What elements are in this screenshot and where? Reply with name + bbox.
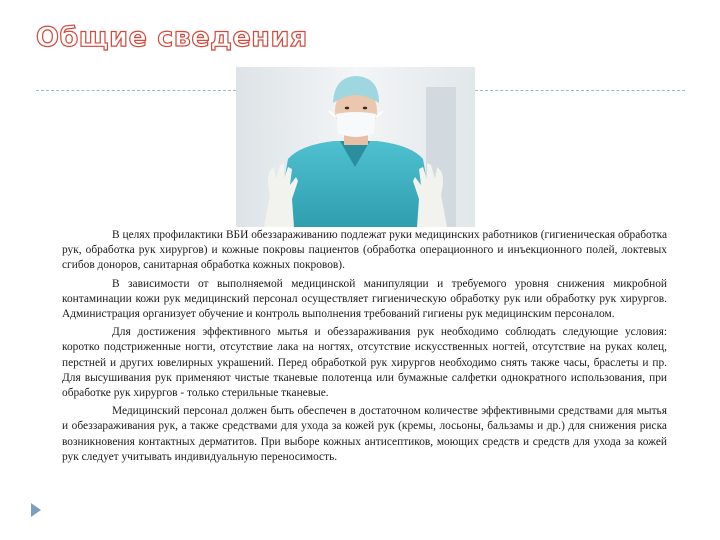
surgeon-photo	[236, 67, 475, 227]
paragraph-1: В целях профилактики ВБИ обеззараживанию подлежат руки медицинских работников (гигиеническая обработка рук, обработка рук хирургов) и кожные покровы пациентов (обработка операционного и инъекционного полей, локтевых сгибов доноров, санитарная обработка кожных покровов).	[62, 229, 667, 272]
surgeon-illustration	[236, 67, 475, 227]
play-arrow-icon[interactable]	[31, 503, 41, 517]
slide-title: Общие сведения	[36, 22, 308, 53]
title-divider-left	[36, 90, 236, 91]
paragraph-4: Медицинский персонал должен быть обеспечен в достаточном количестве эффективными средствами для мытья и обеззараживания рук, а также средствами для ухода за кожей рук (кремы, лосьоны, бальзамы и др.) для снижения риска возникновения контактных дерматитов. При выборе кожных антисептиков, моющих средств и средств для ухода за кожей рук следует учитывать индивидуальную переносимость.	[62, 405, 667, 463]
paragraph-2: В зависимости от выполняемой медицинской манипуляции и требуемого уровня снижения микробной контаминации кожи рук медицинский персонал осуществляет гигиеническую обработку рук или обработку рук хирургов. Администрация организует обучение и контроль выполнения требований гигиены рук медицинским персоналом.	[62, 277, 667, 321]
paragraph-3: Для достижения эффективного мытья и обеззараживания рук необходимо соблюдать следующие условия: коротко подстриженные ногти, отсутствие лака на ногтях, отсутствие искусственных ногтей, отсутствие на руках колец, перстней и других ювелирных украшений. Перед обработкой рук хирургов необходимо снять также часы, браслеты и пр. Для высушивания рук применяют чистые тканевые полотенца или бумажные салфетки однократного использования, при обработке рук хирургов - только стерильные тканевые.	[62, 326, 667, 400]
slide-body	[62, 228, 667, 468]
title-divider-right	[475, 90, 685, 91]
